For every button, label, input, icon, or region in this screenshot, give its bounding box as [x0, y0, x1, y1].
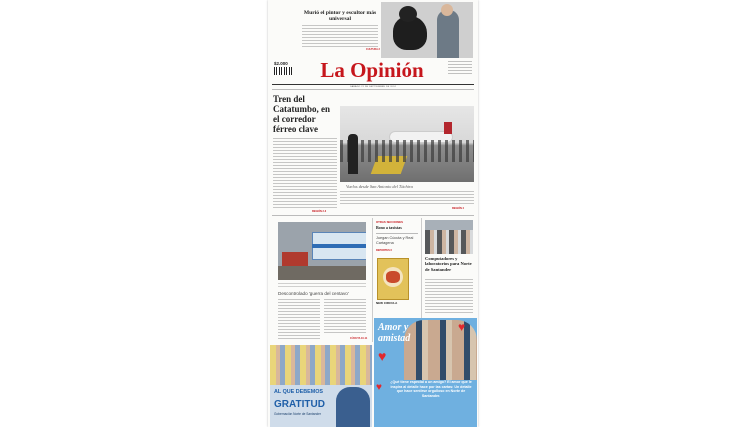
person-head: [441, 4, 453, 16]
date-line: SÁBADO 21 DE SEPTIEMBRE DE 2024: [350, 85, 396, 88]
ad-left-line1: AL QUE DEBEMOS: [274, 389, 324, 395]
sidebar-product-image: [377, 258, 409, 300]
masthead-title: La Opinión: [320, 58, 424, 82]
middle-photo: [278, 222, 366, 280]
right-body: [425, 279, 473, 313]
sidebar-badge: NEW CIRCULA: [376, 301, 398, 305]
group-people: [425, 230, 473, 254]
middle-body-col1: [278, 299, 320, 339]
barcode: [274, 67, 292, 75]
ad-right-title: Amor y amistad: [378, 322, 411, 344]
sidebar-item-2-ref: DEPORTES 6: [376, 249, 392, 252]
person-figure: [437, 10, 459, 58]
lead-ref: REGIÓN 2-3: [312, 210, 327, 213]
top-story-body: [302, 25, 378, 47]
crowd: [340, 140, 474, 162]
lead-photo-body: [340, 191, 474, 205]
middle-body-col2: [324, 299, 366, 335]
lead-photo-caption: Vuelos desde San Antonio del Táchira: [346, 184, 413, 189]
ad-left-line2: GRATITUD: [274, 399, 325, 410]
middle-caption: [278, 283, 366, 288]
heart-icon: ♥: [458, 320, 466, 334]
sculpture-head: [399, 6, 417, 22]
person-left: [348, 134, 358, 174]
street: [278, 266, 366, 280]
vehicle-red: [282, 252, 308, 266]
lead-photo-ref: REGIÓN 4: [452, 207, 464, 210]
top-story-ref: CULTURA 2: [366, 48, 380, 51]
right-photo: [425, 220, 473, 254]
sidebar-item-2: Juegan Cúcuta y Real Cartagena: [376, 236, 414, 245]
top-story-photo: [381, 2, 473, 58]
ad-left-portrait: [336, 387, 370, 427]
right-headline: Computadores y laboratorios para Norte de Santander: [425, 256, 472, 272]
middle-headline: Descontrolado 'guerra del centavo': [278, 291, 349, 296]
ad-left: [270, 345, 372, 427]
ad-left-crowd: [270, 345, 372, 385]
heart-icon: ♥: [378, 348, 387, 364]
newspaper-front-page: [268, 0, 478, 427]
product-figures: [386, 271, 400, 283]
lead-body: [273, 138, 337, 208]
masthead-index: [448, 61, 472, 76]
ad-right: [374, 318, 477, 427]
middle-ref: CÚCUTA 10-11: [350, 337, 368, 340]
price-label: $2.000: [274, 61, 288, 66]
top-story-headline: Murió el pintor y escultor más universal: [303, 10, 377, 23]
lead-photo: [340, 106, 474, 182]
sidebar-item-1: Bono a taxistas: [376, 225, 402, 230]
airplane-tail: [444, 122, 452, 134]
ad-right-text: ¿Qué tiene especial a un amigo? El amor que le inspira al detalle hace por las cartas: Un detalle que hace sentirse orgulloso en Norte de Santander.: [390, 380, 472, 398]
sidebar-section-label: OTRAS SECCIONES: [376, 220, 404, 224]
bus-stripe: [312, 244, 366, 248]
ad-left-line3: Gobernación Norte de Santander: [274, 412, 321, 416]
lead-headline: Tren del Catatumbo, en el corredor férreo clave: [273, 94, 331, 134]
heart-icon: ♥: [376, 382, 382, 393]
